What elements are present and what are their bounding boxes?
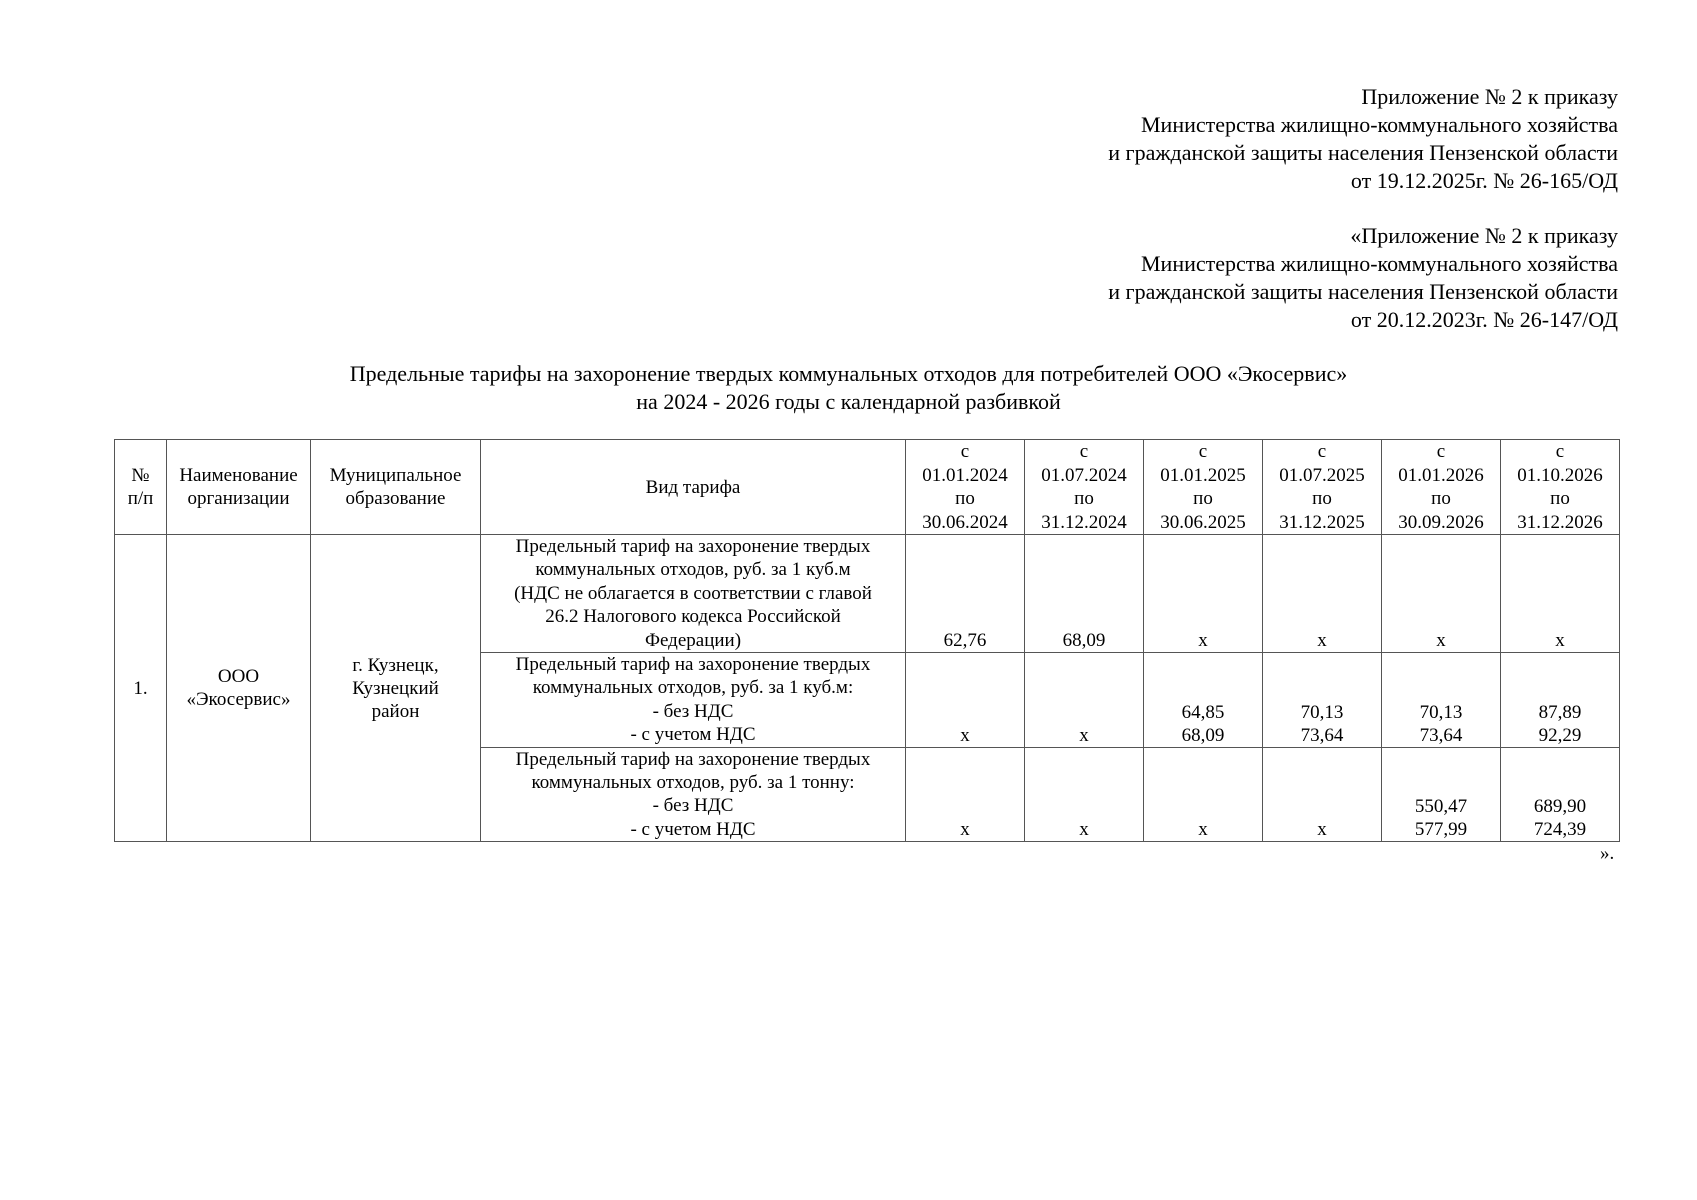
tariff-value [906, 535, 1025, 653]
header-line: Министерства жилищно-коммунального хозяйства [1140, 251, 1618, 276]
header-line: образование [345, 488, 446, 509]
table-row [115, 535, 1620, 653]
org-line: «Экосервис» [186, 689, 291, 711]
description-line: Предельный тариф на захоронение твердых [515, 536, 871, 557]
value-line: х [1198, 819, 1208, 841]
tariff-value [1144, 747, 1263, 842]
value-line: х [1555, 630, 1565, 652]
appendix-header-current [1108, 83, 1618, 195]
tariff-value [1382, 653, 1501, 748]
description-line: Предельный тариф на захоронение твердых [515, 654, 871, 676]
period-line: 01.07.2025 [1279, 464, 1365, 486]
period-line: с [960, 441, 970, 462]
row-number: 1. [115, 535, 167, 842]
tariff-description [481, 653, 906, 748]
value-line: 70,13 [1419, 701, 1463, 723]
tariff-value [1144, 653, 1263, 748]
value-line: 550,47 [1414, 796, 1468, 818]
value-line: 724,39 [1533, 819, 1587, 841]
description-line: коммунальных отходов, руб. за 1 куб.м [535, 559, 851, 581]
period-line: 30.06.2025 [1160, 511, 1246, 533]
period-line: по [1312, 488, 1332, 509]
municipality [311, 535, 481, 842]
header-num [115, 440, 167, 535]
header-line: организации [187, 488, 290, 509]
period-line: с [1436, 441, 1446, 462]
municipality-line: Кузнецкий [352, 677, 439, 699]
tariff-value [1501, 535, 1620, 653]
value-line: 64,85 [1181, 701, 1225, 723]
value-line: 68,09 [1181, 724, 1225, 746]
description-line: - с учетом НДС [630, 724, 756, 746]
value-line: х [1317, 630, 1327, 652]
period-line: с [1198, 441, 1208, 462]
value-line: х [1436, 630, 1446, 652]
header-line: № [131, 465, 150, 486]
value-line: х [1198, 630, 1208, 652]
header-line: от 19.12.2025г. № 26-165/ОД [1350, 168, 1618, 193]
value-line: 92,29 [1538, 724, 1582, 746]
period-line: 01.01.2026 [1398, 464, 1484, 486]
period-line: по [1074, 488, 1094, 509]
description-line: Предельный тариф на захоронение твердых [515, 748, 871, 770]
value-line: 73,64 [1419, 724, 1463, 746]
title-line: Предельные тарифы на захоронение твердых коммунальных отходов для потребителей ООО «Экосервис» [349, 361, 1348, 386]
header-line: Муниципальное [329, 465, 462, 486]
tariff-value [1263, 535, 1382, 653]
description-line: Федерации) [644, 629, 742, 651]
tariff-table [114, 439, 1620, 842]
tariff-value [1025, 653, 1144, 748]
header-line: Наименование [179, 465, 298, 486]
period-line: по [1431, 488, 1451, 509]
org-line: ООО [217, 666, 260, 688]
value-line: х [1079, 819, 1089, 841]
tariff-value [1382, 747, 1501, 842]
appendix-header-previous [1108, 222, 1618, 334]
period-line: 30.06.2024 [922, 511, 1008, 533]
value-line: 689,90 [1533, 796, 1587, 818]
period-line: с [1555, 441, 1565, 462]
period-line: 01.01.2025 [1160, 464, 1246, 486]
description-line: - без НДС [652, 700, 734, 722]
value-line: х [1317, 819, 1327, 841]
tariff-value [1501, 653, 1620, 748]
header-organization [167, 440, 311, 535]
period-line: 31.12.2025 [1279, 511, 1365, 533]
header-line: Министерства жилищно-коммунального хозяйства [1140, 112, 1618, 137]
period-line: 30.09.2026 [1398, 511, 1484, 533]
description-line: - с учетом НДС [630, 818, 756, 840]
value-line: 70,13 [1300, 701, 1344, 723]
municipality-line: г. Кузнецк, [352, 654, 439, 676]
description-line: коммунальных отходов, руб. за 1 тонну: [531, 772, 855, 794]
description-line: (НДС не облагается в соответствии с главой [514, 582, 872, 604]
value-line: х [960, 819, 970, 841]
header-line: от 20.12.2023г. № 26-147/ОД [1350, 307, 1618, 332]
header-period [1263, 440, 1382, 535]
header-line: «Приложение № 2 к приказу [1350, 223, 1618, 248]
tariff-description [481, 535, 906, 653]
value-line: 62,76 [943, 630, 987, 652]
period-line: 01.07.2024 [1041, 464, 1127, 486]
organization-name [167, 535, 311, 842]
municipality-line: район [371, 700, 420, 722]
header-line: и гражданской защиты населения Пензенской области [1108, 140, 1618, 165]
tariff-value [906, 653, 1025, 748]
tariff-value [906, 747, 1025, 842]
period-line: 01.01.2024 [922, 464, 1008, 486]
tariff-value [1263, 653, 1382, 748]
header-tariff-type: Вид тарифа [481, 440, 906, 535]
tariff-description [481, 747, 906, 842]
tariff-value [1263, 747, 1382, 842]
value-line: 577,99 [1414, 819, 1468, 841]
period-line: по [955, 488, 975, 509]
header-period [1144, 440, 1263, 535]
value-line: 87,89 [1538, 701, 1582, 723]
header-period [906, 440, 1025, 535]
period-line: с [1079, 441, 1089, 462]
header-period [1025, 440, 1144, 535]
closing-quote: ». [1600, 843, 1615, 864]
title-line: на 2024 - 2026 годы с календарной разбивкой [636, 389, 1061, 414]
document-title [0, 360, 1697, 416]
tariff-value [1144, 535, 1263, 653]
value-line: 73,64 [1300, 724, 1344, 746]
description-line: коммунальных отходов, руб. за 1 куб.м: [532, 677, 854, 699]
period-line: по [1550, 488, 1570, 509]
tariff-value [1025, 747, 1144, 842]
header-line: и гражданской защиты населения Пензенской области [1108, 279, 1618, 304]
value-line: 68,09 [1062, 630, 1106, 652]
header-municipality [311, 440, 481, 535]
header-line: п/п [127, 488, 154, 509]
period-line: 01.10.2026 [1517, 464, 1603, 486]
value-line: х [960, 724, 970, 746]
header-period [1501, 440, 1620, 535]
period-line: с [1317, 441, 1327, 462]
tariff-value [1501, 747, 1620, 842]
description-line: - без НДС [652, 795, 734, 817]
header-period [1382, 440, 1501, 535]
period-line: 31.12.2024 [1041, 511, 1127, 533]
period-line: по [1193, 488, 1213, 509]
period-line: 31.12.2026 [1517, 511, 1603, 533]
header-line: Приложение № 2 к приказу [1361, 84, 1618, 109]
tariff-value [1025, 535, 1144, 653]
tariff-value [1382, 535, 1501, 653]
description-line: 26.2 Налогового кодекса Российской [545, 606, 841, 628]
value-line: х [1079, 724, 1089, 746]
